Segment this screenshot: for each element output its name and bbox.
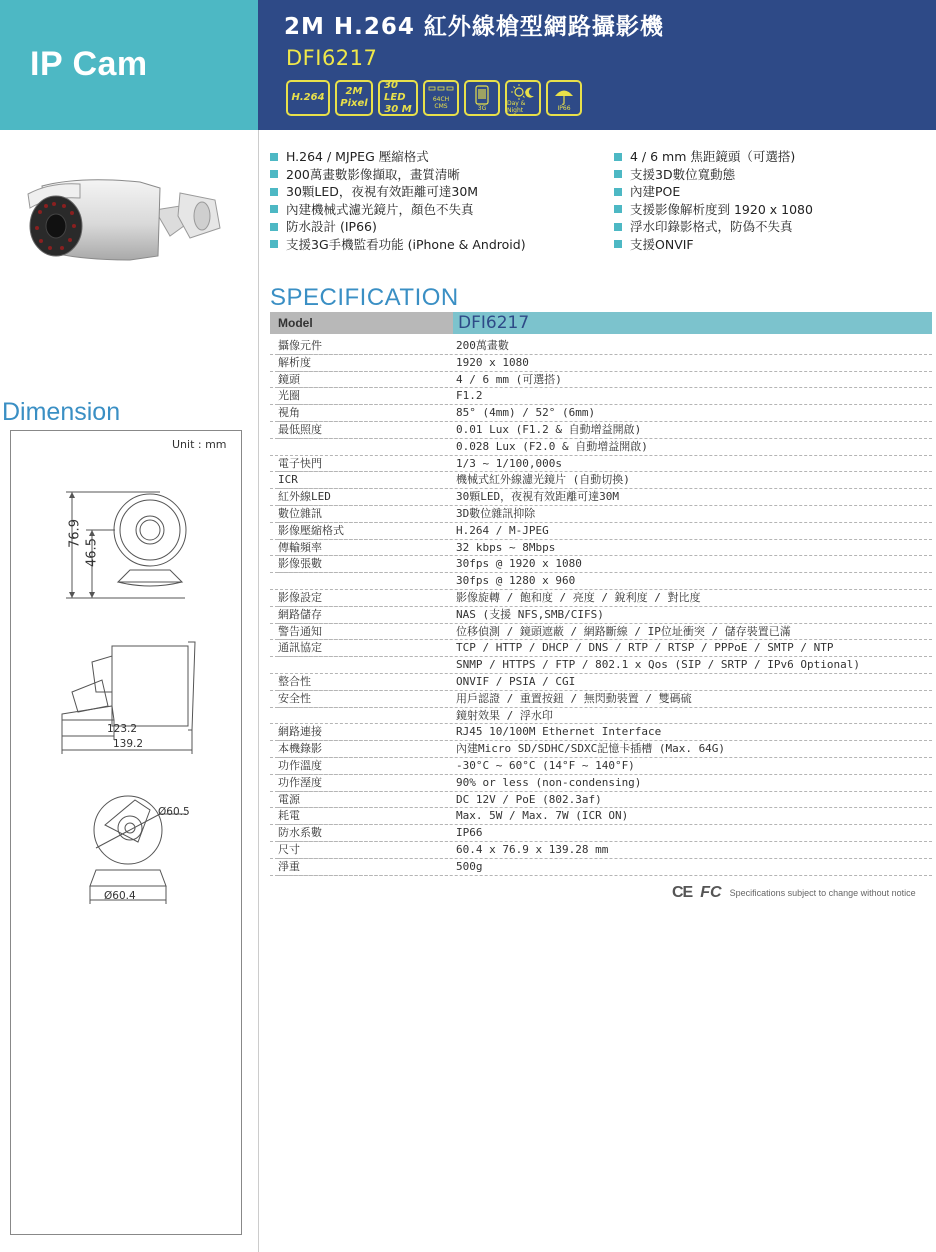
spec-key	[278, 708, 448, 725]
spec-row	[270, 624, 932, 641]
spec-key: 警告通知	[278, 624, 448, 641]
spec-key: 視角	[278, 405, 448, 422]
spec-row	[270, 741, 932, 758]
resolution-badge-bottom: Pixel	[340, 98, 368, 109]
spec-value: TCP / HTTP / DHCP / DNS / RTP / RTSP / PPPoE / SMTP / NTP	[456, 641, 834, 655]
spec-value: 90% or less (non-condensing)	[456, 775, 642, 789]
spec-row	[270, 640, 932, 657]
spec-key: 解析度	[278, 355, 448, 372]
spec-row	[270, 472, 932, 489]
spec-key: 鏡頭	[278, 372, 448, 389]
spec-row	[270, 825, 932, 842]
cms-grid-icon	[428, 86, 454, 96]
spec-key: 尺寸	[278, 842, 448, 859]
spec-value: RJ45 10/100M Ethernet Interface	[456, 725, 662, 739]
day-night-badge	[505, 80, 541, 116]
spec-key: 影像壓縮格式	[278, 523, 448, 540]
spec-row	[270, 792, 932, 809]
umbrella-icon	[552, 85, 576, 105]
spec-key: 通訊協定	[278, 640, 448, 657]
feature-item: 4 / 6 mm 焦距鏡頭（可選搭)	[614, 148, 813, 166]
feature-item: 支援影像解析度到 1920 x 1080	[614, 201, 813, 219]
feature-item: 內建機械式濾光鏡片，顏色不失真	[270, 201, 526, 219]
spec-key: 安全性	[278, 691, 448, 708]
dim-length-1: 123.2	[107, 723, 138, 735]
spec-title: SPECIFICATION	[270, 284, 459, 311]
spec-table	[270, 338, 932, 876]
spec-value: 用戶認證 / 重置按鈕 / 無閃動裝置 / 雙碼硫	[456, 691, 692, 705]
spec-key: 影像設定	[278, 590, 448, 607]
spec-key: 光圈	[278, 388, 448, 405]
day-night-badge-label: Day & Night	[507, 100, 526, 114]
spec-key: 數位雜訊	[278, 506, 448, 523]
spec-value: 位移偵測 / 鏡頭遮蔽 / 網路斷線 / IP位址衝突 / 儲存裝置已滿	[456, 624, 791, 638]
dim-height-total: 76.9	[67, 519, 83, 548]
h264-badge-label: H.264	[291, 92, 325, 103]
led-badge	[378, 80, 418, 116]
spec-row	[270, 775, 932, 792]
camera-product-image	[20, 168, 230, 268]
feature-item: 防水設計 (IP66)	[270, 218, 526, 236]
ce-mark: CE	[672, 884, 693, 901]
spec-value: H.264 / M-JPEG	[456, 523, 549, 537]
spec-value: 0.01 Lux (F1.2 & 自動增益開啟)	[456, 422, 642, 436]
spec-row	[270, 388, 932, 405]
spec-value: DC 12V / PoE (802.3af)	[456, 792, 602, 806]
spec-value: IP66	[456, 826, 483, 840]
spec-row	[270, 372, 932, 389]
spec-value: 4 / 6 mm (可選搭)	[456, 372, 562, 386]
spec-row	[270, 540, 932, 557]
dimension-title: Dimension	[2, 398, 121, 426]
led-badge-top: 30 LED	[384, 80, 406, 103]
spec-key: 淨重	[278, 859, 448, 876]
spec-value: 機械式紅外線濾光鏡片 (自動切換)	[456, 473, 630, 487]
spec-value: 30顆LED，夜視有效距離可達30M	[456, 490, 619, 504]
spec-row	[270, 355, 932, 372]
feature-item: 支援ONVIF	[614, 236, 813, 254]
led-badge-bottom: 30 M	[384, 104, 412, 115]
spec-key: 耗電	[278, 808, 448, 825]
feature-item: 支援3G手機監看功能 (iPhone & Android)	[270, 236, 526, 254]
feature-item: 200萬畫數影像擷取，畫質清晰	[270, 166, 526, 184]
spec-row	[270, 607, 932, 624]
spec-row	[270, 506, 932, 523]
spec-value: 200萬畫數	[456, 339, 509, 352]
spec-key: 功作溫度	[278, 758, 448, 775]
spec-value: Max. 5W / Max. 7W (ICR ON)	[456, 809, 629, 823]
feature-item: 支援3D數位寬動態	[614, 166, 813, 184]
spec-value: 85° (4mm) / 52° (6mm)	[456, 406, 596, 420]
dimension-unit: Unit : mm	[172, 438, 227, 451]
spec-header-row	[270, 312, 932, 334]
spec-key: 傳輸頻率	[278, 540, 448, 557]
feature-item: 浮水印錄影格式，防偽不失真	[614, 218, 813, 236]
feature-list-right	[614, 148, 813, 253]
spec-value: 30fps @ 1920 x 1080	[456, 557, 582, 571]
h264-badge	[286, 80, 330, 116]
spec-row	[270, 724, 932, 741]
dim-length-2: 139.2	[113, 738, 144, 750]
spec-value: 影像旋轉 / 飽和度 / 亮度 / 銳利度 / 對比度	[456, 590, 701, 604]
product-title: 2M H.264 紅外線槍型網路攝影機	[284, 14, 664, 40]
spec-row	[270, 859, 932, 876]
cms-badge-label: CMS	[434, 103, 448, 110]
spec-key	[278, 439, 448, 456]
spec-value: SNMP / HTTPS / FTP / 802.1 x Qos (SIP / SRTP / IPv6 Optional)	[456, 658, 860, 672]
phone-icon	[475, 85, 489, 105]
product-model: DFI6217	[286, 46, 378, 70]
spec-row	[270, 556, 932, 573]
spec-key: 整合性	[278, 674, 448, 691]
column-divider	[258, 130, 259, 1252]
spec-value: 0.028 Lux (F2.0 & 自動增益開啟)	[456, 439, 648, 453]
spec-value: F1.2	[456, 389, 483, 403]
spec-value: 60.4 x 76.9 x 139.28 mm	[456, 842, 609, 856]
dimension-drawings	[10, 430, 242, 930]
title-banner	[258, 0, 936, 130]
spec-row	[270, 523, 932, 540]
ip66-badge-label: IP66	[557, 104, 571, 112]
spec-key: 本機錄影	[278, 741, 448, 758]
spec-value: 32 kbps ~ 8Mbps	[456, 540, 556, 554]
spec-value: 500g	[456, 859, 483, 873]
dim-diameter-top: Ø60.5	[158, 806, 190, 818]
front-view-outer	[114, 494, 186, 566]
3g-badge-label: 3G	[477, 104, 487, 112]
feature-item: H.264 / MJPEG 壓縮格式	[270, 148, 526, 166]
spec-header-value: DFI6217	[453, 312, 932, 334]
sun-moon-icon	[510, 82, 536, 100]
spec-key: 電子快門	[278, 456, 448, 473]
spec-row	[270, 691, 932, 708]
feature-list-left	[270, 148, 526, 253]
spec-key	[278, 573, 448, 590]
spec-key: ICR	[278, 472, 448, 489]
spec-key: 電源	[278, 792, 448, 809]
spec-key: 網路儲存	[278, 607, 448, 624]
feature-badges	[286, 80, 582, 116]
spec-row	[270, 758, 932, 775]
spec-value: 鏡射效果 / 浮水印	[456, 708, 553, 722]
certification	[672, 884, 916, 902]
spec-row	[270, 573, 932, 590]
spec-row	[270, 489, 932, 506]
spec-key: 防水系數	[278, 825, 448, 842]
spec-key: 紅外線LED	[278, 489, 448, 506]
fc-mark: FC	[700, 884, 722, 901]
resolution-badge-top: 2M	[345, 86, 363, 97]
spec-key: 影像張數	[278, 556, 448, 573]
spec-value: NAS (支援 NFS,SMB/CIFS)	[456, 607, 604, 621]
spec-key: 網路連接	[278, 724, 448, 741]
spec-row	[270, 590, 932, 607]
spec-row	[270, 657, 932, 674]
spec-value: -30°C ~ 60°C (14°F ~ 140°F)	[456, 758, 635, 772]
spec-value: 內建Micro SD/SDHC/SDXC記憶卡插槽 (Max. 64G)	[456, 742, 726, 756]
spec-row	[270, 708, 932, 725]
cms-badge	[423, 80, 459, 116]
feature-item: 30顆LED，夜視有效距離可達30M	[270, 183, 526, 201]
spec-row	[270, 422, 932, 439]
spec-value: ONVIF / PSIA / CGI	[456, 674, 576, 688]
spec-key: 功作溼度	[278, 775, 448, 792]
spec-row	[270, 808, 932, 825]
spec-row	[270, 842, 932, 859]
disclaimer-note: Specifications subject to change without notice	[729, 888, 916, 898]
spec-value: 1/3 ~ 1/100,000s	[456, 456, 562, 470]
ip66-badge	[546, 80, 582, 116]
feature-item: 內建POE	[614, 183, 813, 201]
cms-badge-channels: 64CH	[432, 96, 450, 103]
dim-diameter-bottom: Ø60.4	[104, 890, 136, 902]
spec-row	[270, 456, 932, 473]
category-title: IP Cam	[30, 45, 148, 83]
spec-row	[270, 338, 932, 355]
dim-height-center: 46.5	[84, 538, 100, 567]
spec-row	[270, 439, 932, 456]
spec-key: 攝像元件	[278, 338, 448, 355]
category-banner	[0, 0, 258, 130]
spec-row	[270, 674, 932, 691]
spec-header-key: Model	[270, 312, 453, 334]
spec-key	[278, 657, 448, 674]
3g-badge	[464, 80, 500, 116]
spec-value: 30fps @ 1280 x 960	[456, 574, 576, 588]
resolution-badge	[335, 80, 373, 116]
spec-row	[270, 405, 932, 422]
spec-value: 3D數位雜訊抑除	[456, 506, 536, 520]
spec-value: 1920 x 1080	[456, 355, 529, 369]
spec-key: 最低照度	[278, 422, 448, 439]
